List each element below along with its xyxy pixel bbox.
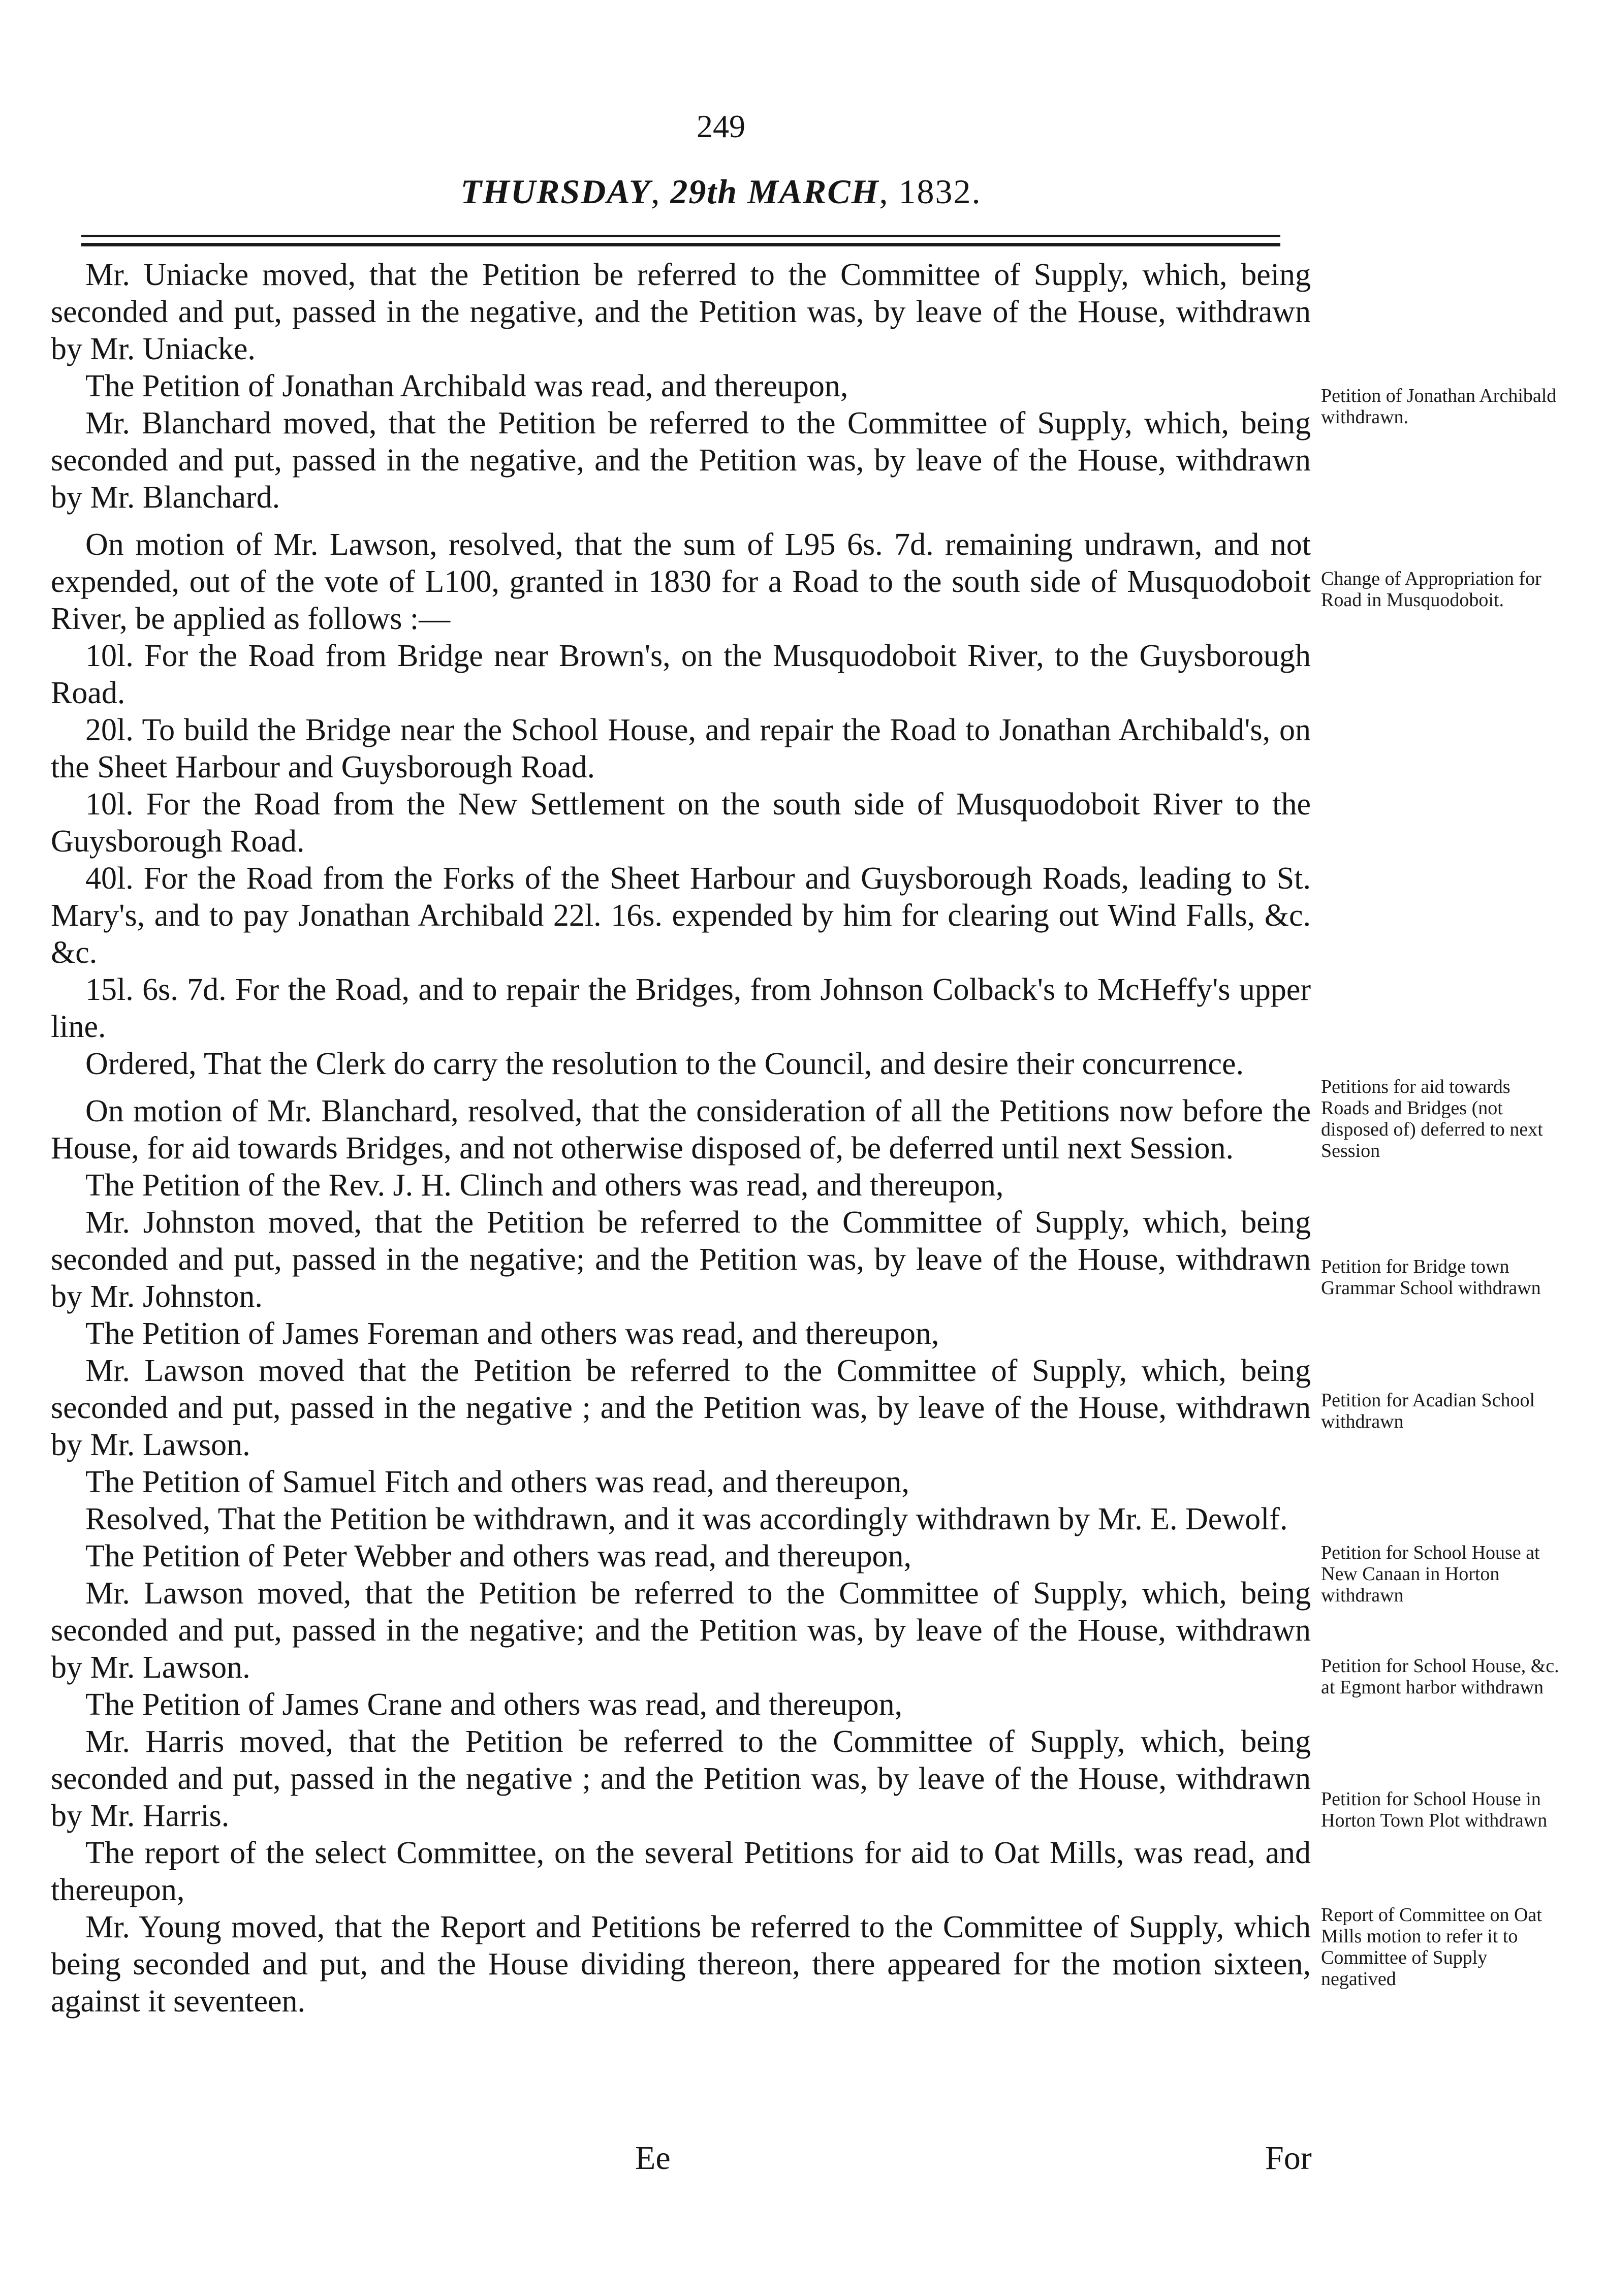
appropriation-item: 10l. For the Road from Bridge near Brown's, on the Musquodoboit River, to the Guysborough Road. [51, 639, 1311, 710]
appropriation-item: 10l. For the Road from the New Settlement on the south side of Musquodoboit River to the Guysborough Road. [51, 787, 1311, 859]
paragraph: On motion of Mr. Lawson, resolved, that the sum of L95 6s. 7d. remaining undrawn, and not expended, out of the vote of L100, granted in 1830 for a Road to the south side of Musquodoboit River, be applied as follows :— [51, 527, 1311, 636]
margin-note: Petition of Jonathan Archibald withdrawn. [1321, 385, 1557, 428]
paragraph: The report of the select Committee, on the several Petitions for aid to Oat Mills, was read, and thereupon, [51, 1836, 1311, 1907]
title-year: 1832. [898, 172, 982, 211]
paragraph: Mr. Lawson moved that the Petition be referred to the Committee of Supply, which, being seconded and put, passed in the negative ; and the Petition was, by leave of the House, withdrawn by Mr. Lawson. [51, 1354, 1311, 1462]
page-number: 249 [697, 108, 745, 144]
paragraph: The Petition of Jonathan Archibald was read, and thereupon, [85, 369, 848, 403]
paragraph: Mr. Lawson moved, that the Petition be referred to the Committee of Supply, which, being seconded and put, passed in the negative; and the Petition was, by leave of the House, withdrawn by Mr. Lawson. [51, 1576, 1311, 1685]
paragraph: Mr. Blanchard moved, that the Petition be referred to the Committee of Supply, which, being seconded and put, passed in the negative, and the Petition was, by leave of the House, withdrawn by Mr. Blanchard. [51, 406, 1311, 515]
paragraph: The Petition of James Foreman and others was read, and thereupon, [85, 1316, 939, 1351]
paragraph: Resolved, That the Petition be withdrawn, and it was accordingly withdrawn by Mr. E. Dewolf. [85, 1502, 1288, 1536]
paragraph: Mr. Johnston moved, that the Petition be referred to the Committee of Supply, which, being seconded and put, passed in the negative; and the Petition was, by leave of the House, withdrawn by Mr. Johnston. [51, 1205, 1311, 1314]
margin-note: Petition for Bridge town Grammar School withdrawn [1321, 1256, 1541, 1299]
paragraph: Mr. Young moved, that the Report and Petitions be referred to the Committee of Supply, which being seconded and put, and the House dividing thereon, there appeared for the motion sixteen, against it seventeen. [51, 1910, 1311, 2019]
body-text [51, 257, 1311, 2020]
paragraph: The Petition of Samuel Fitch and others was read, and thereupon, [85, 1465, 909, 1499]
appropriation-item: 20l. To build the Bridge near the School House, and repair the Road to Jonathan Archibald's, on the Sheet Harbour and Guysborough Road. [51, 713, 1311, 784]
header-rule-thin [81, 235, 1280, 237]
margin-note: Change of Appropriation for Road in Musquodoboit. [1321, 568, 1541, 611]
paragraph: On motion of Mr. Blanchard, resolved, that the consideration of all the Petitions now before the House, for aid towards Bridges, and not otherwise disposed of, be deferred until next Session. [51, 1094, 1311, 1166]
margin-note: Petition for Acadian School withdrawn [1321, 1390, 1535, 1432]
margin-note: Report of Committee on Oat Mills motion to refer it to Committee of Supply negatived [1321, 1904, 1542, 1990]
title-date: 29th MARCH [670, 172, 879, 211]
margin-note: Petition for School House, &c. at Egmont harbor withdrawn [1321, 1655, 1559, 1698]
appropriation-item: 15l. 6s. 7d. For the Road, and to repair the Bridges, from Johnson Colback's to McHeffy's upper line. [51, 972, 1311, 1044]
margin-notes [1321, 0, 1560, 2296]
title-day: THURSDAY [460, 172, 651, 211]
paragraph: The Petition of the Rev. J. H. Clinch and others was read, and thereupon, [85, 1168, 1004, 1203]
paragraph: Ordered, That the Clerk do carry the resolution to the Council, and desire their concurrence. [85, 1047, 1244, 1081]
catchword: For [1265, 2140, 1312, 2177]
signature-mark: Ee [635, 2140, 671, 2177]
paragraph: The Petition of Peter Webber and others was read, and thereupon, [85, 1539, 912, 1574]
page-title: THURSDAY, 29th MARCH, 1832. [460, 172, 982, 211]
paragraph: Mr. Harris moved, that the Petition be referred to the Committee of Supply, which, being seconded and put, passed in the negative ; and the Petition was, by leave of the House, withdrawn by Mr. Harris. [51, 1724, 1311, 1833]
margin-note: Petitions for aid towards Roads and Bridges (not disposed of) deferred to next Session [1321, 1076, 1543, 1161]
margin-note: Petition for School House in Horton Town Plot withdrawn [1321, 1788, 1548, 1831]
header-rule-thick [81, 243, 1280, 246]
margin-note: Petition for School House at New Canaan in Horton withdrawn [1321, 1542, 1540, 1606]
paragraph: The Petition of James Crane and others was read, and thereupon, [85, 1687, 903, 1722]
appropriation-item: 40l. For the Road from the Forks of the Sheet Harbour and Guysborough Roads, leading to St. Mary's, and to pay Jonathan Archibald 22l. 16s. expended by him for clearing out Wind Falls, &c. &c. [51, 861, 1311, 970]
paragraph: Mr. Uniacke moved, that the Petition be referred to the Committee of Supply, which, being seconded and put, passed in the negative, and the Petition was, by leave of the House, withdrawn by Mr. Uniacke. [51, 258, 1311, 366]
